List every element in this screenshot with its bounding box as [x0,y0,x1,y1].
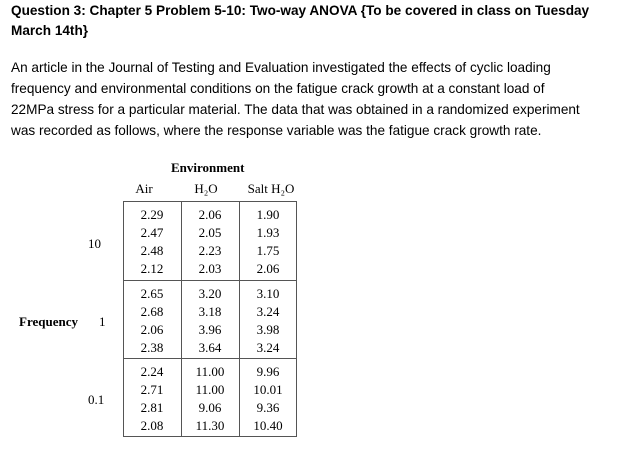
body-line-1: An article in the Journal of Testing and Evaluation investigated the effects of cyclic loading [11,60,551,75]
table-cell: 9.06 [198,400,222,415]
table-cell: 2.71 [140,382,164,397]
table-cell: 3.96 [198,322,222,337]
row-level-0-1: 0.1 [88,392,105,407]
table-column-divider [239,201,240,437]
table-cell: 2.06 [140,322,164,337]
table-cell: 10.40 [253,418,283,433]
table-cell: 11.30 [195,418,225,433]
table-row-divider [123,280,297,281]
column-header-h2o: H₂O [194,181,218,196]
table-cell: 2.23 [198,243,222,258]
table-cell: 1.75 [256,243,280,258]
table-cell: 11.00 [195,364,225,379]
table-cell: 10.01 [253,382,283,397]
question-title-line-1: Question 3: Chapter 5 Problem 5-10: Two-way ANOVA {To be covered in class on Tuesday [11,3,590,18]
table-cell: 3.10 [256,286,280,301]
question-body [11,57,633,141]
table-row-divider [123,358,297,359]
environment-header: Environment [171,160,245,175]
table-cell: 3.18 [198,304,222,319]
table-cell: 11.00 [195,382,225,397]
table-cell: 3.24 [256,340,280,355]
row-level-1: 1 [99,314,106,329]
table-cell: 3.24 [256,304,280,319]
question-title-line-2: March 14th} [11,23,89,38]
table-cell: 9.96 [256,364,280,379]
table-column-divider [181,201,182,437]
table-cell: 2.24 [140,364,164,379]
table-cell: 3.20 [198,286,222,301]
column-header-salt-h2o: Salt H₂O [247,181,295,196]
table-cell: 2.81 [140,400,164,415]
table-cell: 2.29 [140,207,164,222]
table-cell: 2.03 [198,261,222,276]
table-cell: 2.12 [140,261,164,276]
body-line-3: 22MPa stress for a particular material. The data that was obtained in a randomized experiment [11,102,580,117]
table-cell: 3.98 [256,322,280,337]
table-cell: 2.06 [256,261,280,276]
table-cell: 2.06 [198,207,222,222]
table-cell: 1.90 [256,207,280,222]
table-cell: 2.47 [140,225,164,240]
table-cell: 2.38 [140,340,164,355]
row-factor-label: Frequency [19,314,78,329]
row-level-10: 10 [88,236,101,251]
table-cell: 2.05 [198,225,222,240]
question-title [11,1,631,41]
table-cell: 1.93 [256,225,280,240]
table-cell: 3.64 [198,340,222,355]
column-header-air: Air [135,181,153,196]
table-cell: 2.08 [140,418,164,433]
body-line-4: was recorded as follows, where the response variable was the fatigue crack growth rate. [11,123,542,138]
body-line-2: frequency and environmental conditions on the fatigue crack growth at a constant load of [11,81,545,96]
table-cell: 9.36 [256,400,280,415]
table-cell: 2.48 [140,243,164,258]
table-cell: 2.68 [140,304,164,319]
table-cell: 2.65 [140,286,164,301]
